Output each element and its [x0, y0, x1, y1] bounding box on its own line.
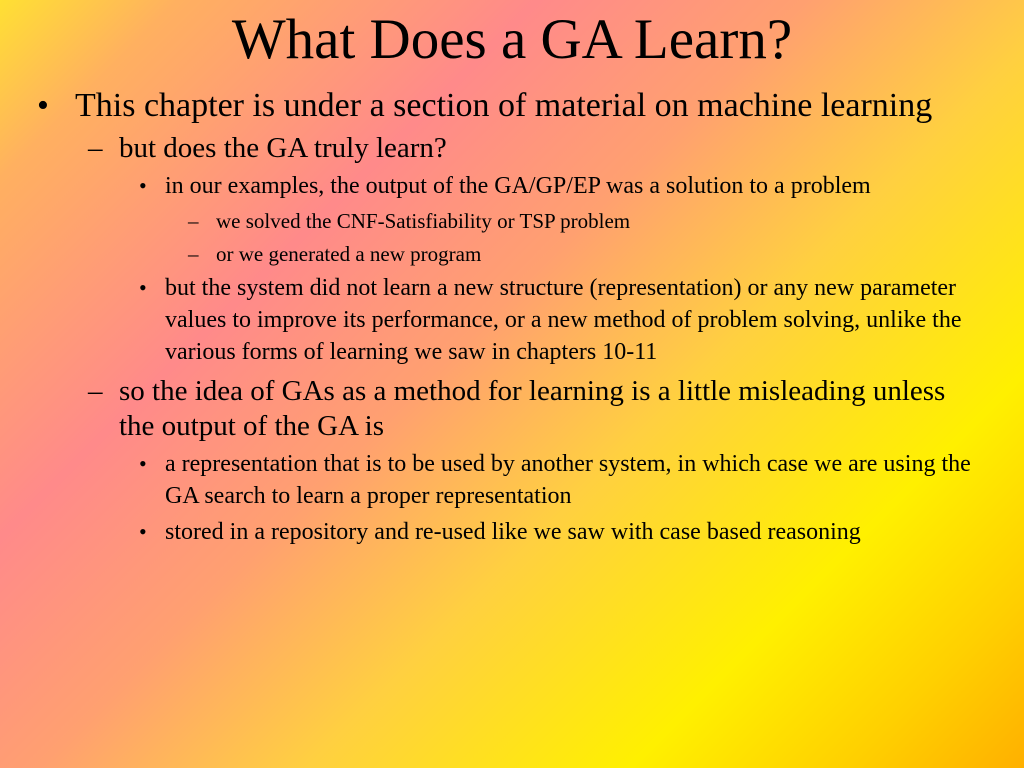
sub-bullet-item: [0, 374, 1024, 444]
bullet-text: so the idea of GAs as a method for learning is a little misleading unless the output of the GA is: [119, 375, 946, 442]
bullet-marker: •: [139, 519, 147, 544]
bullet-marker: •: [139, 173, 147, 198]
bullet-text: but the system did not learn a new structure (representation) or any new parameter values to improve its performance, or a new method of problem solving, unlike the various forms of learning we saw in chapters 10-11: [165, 275, 962, 365]
dash-marker: –: [88, 132, 103, 164]
detail-bullet-item: [0, 240, 1024, 268]
bullet-marker: •: [37, 87, 49, 124]
sub-sub-bullet-item: [0, 272, 1024, 368]
bullet-text: This chapter is under a section of material on machine learning: [75, 87, 933, 124]
bullet-text: but does the GA truly learn?: [119, 132, 447, 164]
bullet-text: or we generated a new program: [216, 242, 482, 266]
bullet-list: [0, 82, 1024, 548]
sub-sub-bullet-item: [0, 170, 1024, 202]
bullet-item: [0, 86, 1024, 125]
slide-title: What Does a GA Learn?: [231, 8, 793, 71]
sub-sub-bullet-item: [0, 516, 1024, 548]
bullet-text: in our examples, the output of the GA/GP/EP was a solution to a problem: [165, 173, 871, 199]
sub-sub-bullet-item: [0, 448, 1024, 512]
bullet-marker: •: [139, 275, 147, 300]
bullet-marker: •: [139, 451, 147, 476]
bullet-text: a representation that is to be used by another system, in which case we are using the GA search to learn a proper representation: [165, 451, 971, 509]
sub-bullet-item: [0, 131, 1024, 166]
dash-marker: –: [188, 209, 199, 233]
detail-bullet-item: [0, 207, 1024, 235]
bullet-text: we solved the CNF-Satisfiability or TSP problem: [216, 209, 631, 233]
bullet-text: stored in a repository and re-used like we saw with case based reasoning: [165, 519, 861, 545]
dash-marker: –: [188, 242, 199, 266]
dash-marker: –: [88, 375, 103, 407]
